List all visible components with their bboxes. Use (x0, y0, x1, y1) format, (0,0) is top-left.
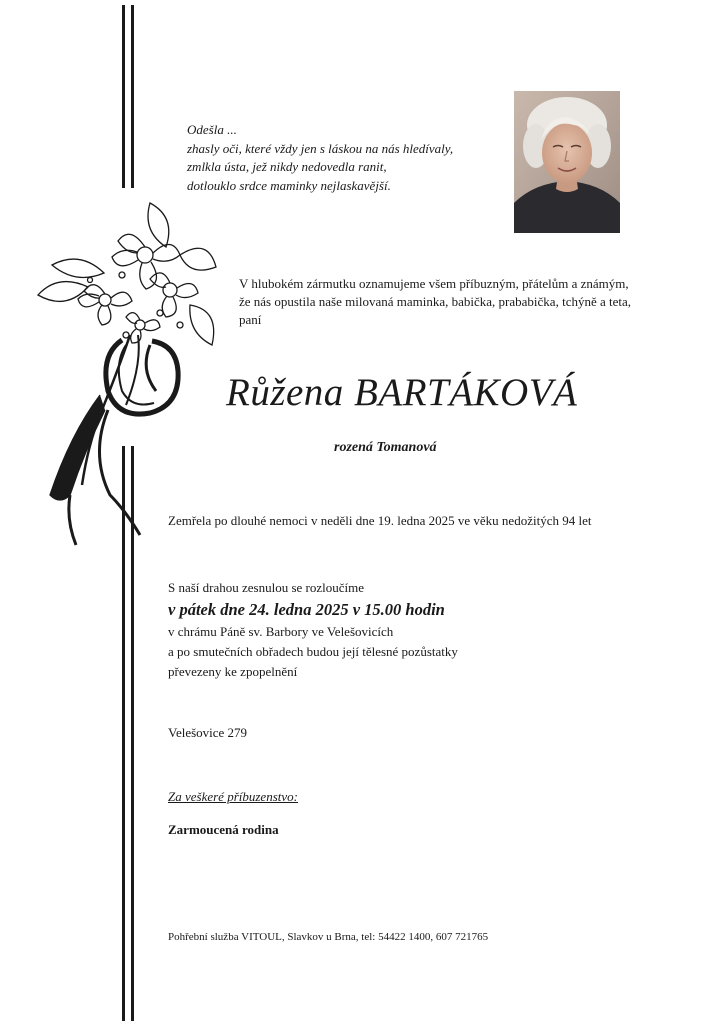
poem-line: zmlkla ústa, jež nikdy nedovedla ranit, (187, 159, 387, 174)
poem-line: zhasly oči, které vždy jen s láskou na nás hledívaly, (187, 140, 454, 156)
funeral-after-line: a po smutečních obřadech budou její tělesné pozůstatky (168, 644, 458, 659)
funeral-service-footer: Pohřební služba VITOUL, Slavkov u Brna, tel: 54422 1400, 607 721765 (168, 931, 489, 943)
funeral-details (168, 578, 458, 682)
address: Velešovice 279 (168, 725, 248, 740)
funeral-intro: S naší drahou zesnulou se rozloučíme (168, 580, 365, 595)
poem-line: Odešla ... (187, 122, 237, 137)
family-signature: Zarmoucená rodina (168, 822, 279, 837)
death-notice: Zemřela po dlouhé nemoci v neděli dne 19. ledna 2025 ve věku nedožitých 94 let (168, 513, 592, 528)
announcement-intro (239, 275, 631, 329)
portrait-photo (514, 91, 620, 233)
poem (187, 121, 453, 195)
family-label: Za veškeré příbuzenstvo: (168, 789, 298, 804)
left-rule-top-inner (131, 5, 134, 188)
maiden-name: rozená Tomanová (334, 440, 437, 455)
left-rule-top-outer (122, 5, 125, 188)
intro-line: V hlubokém zármutku oznamujeme všem příbuzným, přátelům a známým, (239, 276, 629, 291)
intro-line: paní (239, 312, 262, 327)
intro-line: že nás opustila naše milovaná maminka, babička, prababička, tchýně a teta, (239, 294, 632, 309)
funeral-datetime: v pátek dne 24. ledna 2025 v 15.00 hodin (168, 600, 445, 619)
deceased-name: Růžena BARTÁKOVÁ (226, 371, 578, 414)
funeral-place: v chrámu Páně sv. Barbory ve Velešovicích (168, 624, 394, 639)
funeral-after-line: převezeny ke zpopelnění (168, 664, 298, 679)
flower-bouquet-illustration (30, 195, 225, 550)
poem-line: dotlouklo srdce maminky nejlaskavější. (187, 177, 391, 193)
